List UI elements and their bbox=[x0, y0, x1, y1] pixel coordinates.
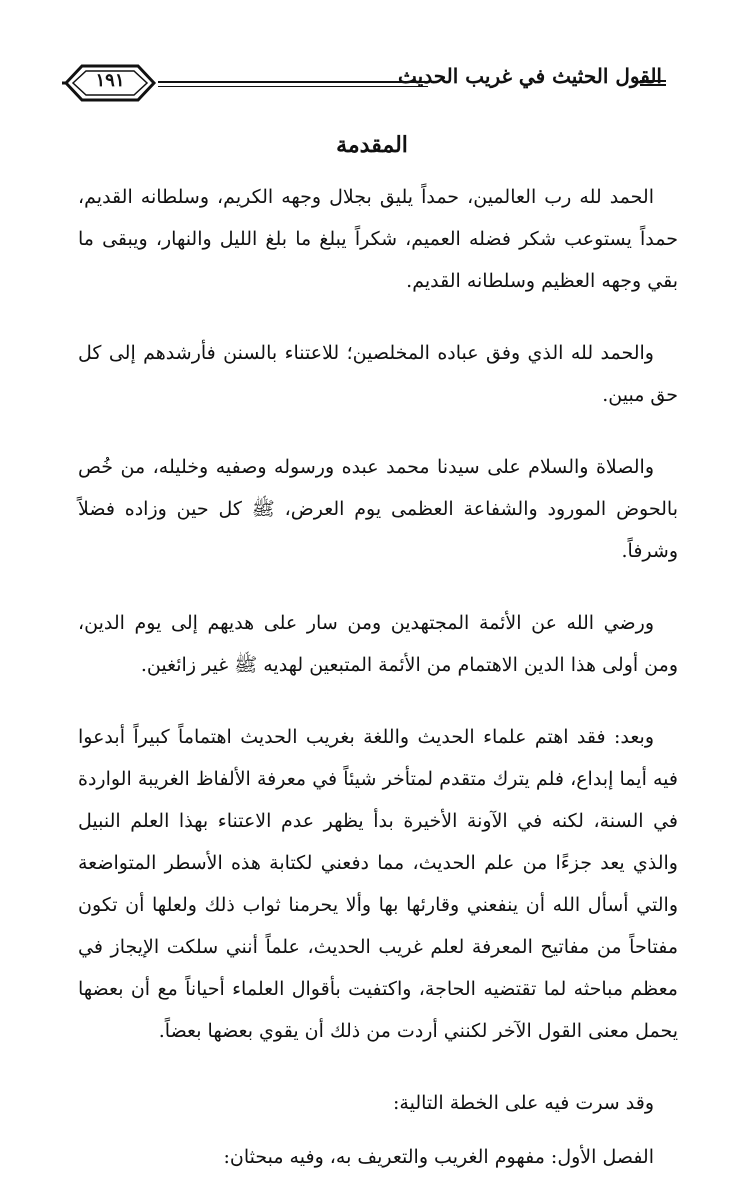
paragraph: والحمد لله الذي وفق عباده المخلصين؛ للاعتناء بالسنن فأرشدهم إلى كل حق مبين. bbox=[78, 342, 678, 406]
paragraph: وقد سرت فيه على الخطة التالية: bbox=[393, 1092, 654, 1114]
page-header bbox=[62, 58, 662, 108]
body-text bbox=[78, 176, 678, 1178]
book-title: القول الحثيث في غريب الحديث bbox=[398, 64, 662, 88]
paragraph: ورضي الله عن الأئمة المجتهدين ومن سار على هديهم إلى يوم الدين، ومن أولى هذا الدين الاهتمام من الأئمة المتبعين لهديه ﷺ غير زائغين. bbox=[78, 612, 678, 676]
paragraph: الحمد لله رب العالمين، حمداً يليق بجلال وجهه الكريم، وسلطانه القديم، حمداً يستوعب شكر فضله العميم، شكراً يبلغ ما بلغ الليل والنهار، ويبقى ما بقي وجهه العظيم وسلطانه القديم. bbox=[78, 186, 678, 292]
header-ornament-bars bbox=[640, 80, 666, 86]
page-number: ١٩١ bbox=[95, 70, 125, 91]
paragraph: وبعد: فقد اهتم علماء الحديث واللغة بغريب الحديث اهتماماً كبيراً أبدعوا فيه أيما إبداع، فلم يترك متقدم لمتأخر شيئاً في معرفة الألفاظ الغريبة الواردة في السنة، لكنه في الآونة الأخيرة بدأ يظهر عدم الاعتناء بهذا العلم النبيل والذي يعد جزءًا من علم الحديث، مما دفعني لكتابة هذه الأسطر المتواضعة والتي أسأل الله أن ينفعني وقارئها بها وألا يحرمنا ثواب ذلك ولعلها أن تكون مفتاحاً من مفاتيح المعرفة لعلم غريب الحديث، علماً أنني سلكت الإيجاز في معظم مباحثه لما تقتضيه الحاجة، واكتفيت بأقوال العلماء أحياناً مع أن بعضها يحمل معنى القول الآخر لكنني أردت من ذلك أن يقوي بعضها بعضاً. bbox=[78, 726, 678, 1042]
page-number-badge bbox=[62, 58, 158, 108]
paragraph: والصلاة والسلام على سيدنا محمد عبده ورسوله وصفيه وخليله، من خُص بالحوض المورود والشفاعة العظمى يوم العرض، ﷺ كل حين وزاده فضلاً وشرفاً. bbox=[78, 456, 678, 562]
section-title: المقدمة bbox=[336, 132, 408, 158]
header-rule bbox=[158, 81, 428, 87]
paragraph: الفصل الأول: مفهوم الغريب والتعريف به، وفيه مبحثان: bbox=[223, 1146, 654, 1168]
